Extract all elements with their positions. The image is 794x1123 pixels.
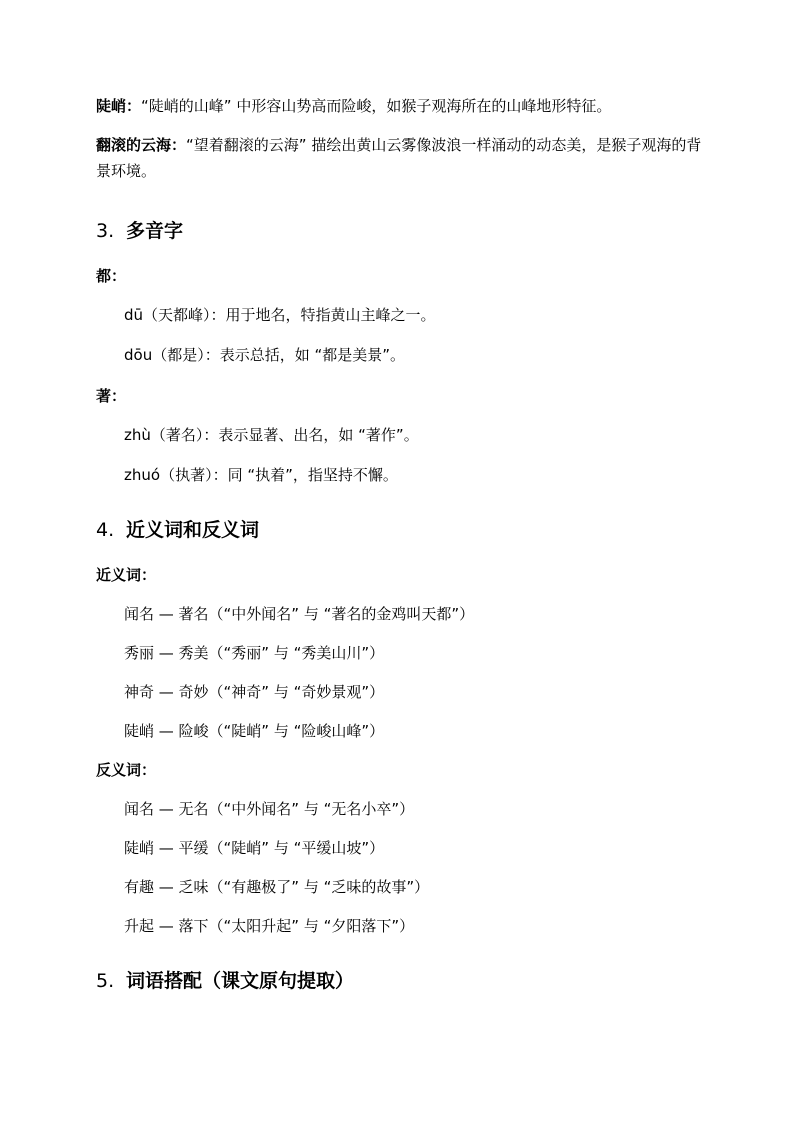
section-title: 近义词和反义词 [126,519,260,541]
antonym-item: 有趣 — 乏味（“有趣极了” 与 “乏味的故事”） [124,878,430,896]
synonym-item: 闻名 — 著名（“中外闻名” 与 “著名的金鸡叫天都”） [124,605,475,623]
synonym-item: 陡峭 — 险峻（“陡峭” 与 “险峻山峰”） [124,722,385,740]
synonym-item: 秀丽 — 秀美（“秀丽” 与 “秀美山川”） [124,644,385,662]
antonym-item: 升起 — 落下（“太阳升起” 与 “夕阳落下”） [124,917,415,935]
paragraph-yunhai [96,132,706,184]
section-heading-5 [96,967,354,995]
polyphone-label-du: 都： [96,267,127,285]
term-doqiao: 陡峭： [96,97,142,115]
synonym-item: 神奇 — 奇妙（“神奇” 与 “奇妙景观”） [124,683,385,701]
section-number: 5. [96,970,115,992]
paragraph-doqiao [96,93,706,119]
definition-doqiao: “陡峭的山峰” 中形容山势高而险峻，如猴子观海所在的山峰地形特征。 [141,97,612,115]
section-heading-3 [96,217,183,245]
section-title: 词语搭配（课文原句提取） [126,970,355,992]
section-title: 多音字 [126,220,184,242]
section-heading-4 [96,516,259,544]
term-yunhai: 翻滚的云海： [96,136,187,154]
polyphone-label-zhu: 著： [96,387,127,405]
definition-yunhai: “望着翻滚的云海” 描绘出黄山云雾像波浪一样涌动的动态美，是猴子观海的背景环境。 [96,136,702,180]
section-number: 3. [96,220,115,242]
polyphone-item: dōu（都是）：表示总括，如 “都是美景”。 [124,346,406,364]
section-number: 4. [96,519,115,541]
antonym-item: 闻名 — 无名（“中外闻名” 与 “无名小卒”） [124,800,415,818]
antonyms-label: 反义词： [96,761,157,779]
polyphone-item: zhù（著名）：表示显著、出名，如 “著作”。 [124,426,419,444]
antonym-item: 陡峭 — 平缓（“陡峭” 与 “平缓山坡”） [124,839,385,857]
synonyms-label: 近义词： [96,566,157,584]
polyphone-item: zhuó（执著）：同 “执着”，指坚持不懈。 [124,466,398,484]
polyphone-item: dū（天都峰）：用于地名，特指黄山主峰之一。 [124,306,436,324]
